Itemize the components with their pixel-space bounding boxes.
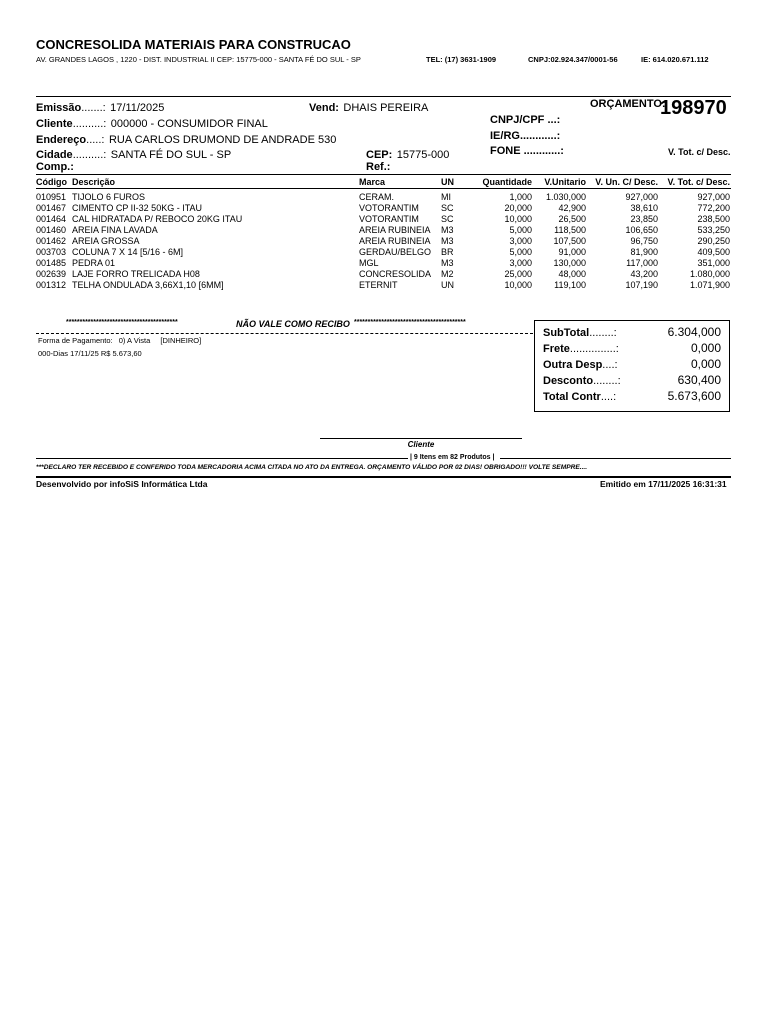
fone-label: FONE ............:: [490, 145, 564, 157]
total-row: [535, 389, 729, 403]
col-marca: Marca: [359, 177, 386, 187]
cell-vun-desc: 81,900: [630, 247, 658, 257]
cnpjcpf-label: CNPJ/CPF ...:: [490, 114, 561, 126]
cell-marca: CONCRESOLIDA: [359, 269, 432, 279]
cell-descricao: AREIA GROSSA: [72, 236, 140, 246]
endereco-value: RUA CARLOS DRUMOND DE ANDRADE 530: [108, 134, 337, 146]
itens-divider-right: [500, 458, 731, 459]
cell-vunitario: 119,100: [554, 280, 586, 290]
outra-desp-row: [535, 357, 729, 371]
cell-un: UN: [441, 280, 454, 290]
cell-vun-desc: 38,610: [630, 203, 658, 213]
cidade-dots: ..........:: [72, 149, 107, 161]
cep: CEP: 15775-000: [366, 149, 450, 161]
cell-quantidade: 3,000: [509, 236, 532, 246]
cell-un: M2: [441, 269, 454, 279]
cell-quantidade: 25,000: [504, 269, 532, 279]
col-vtot-desc: V. Tot. c/ Desc.: [667, 177, 730, 187]
cell-un: M3: [441, 258, 454, 268]
vtot-label: V. Tot. c/ Desc.: [668, 147, 731, 157]
emissao-label: Emissão: [36, 102, 82, 114]
vendedor: Vend: DHAIS PEREIRA: [309, 102, 429, 114]
emissao-value: 17/11/2025: [110, 102, 165, 114]
cell-descricao: TELHA ONDULADA 3,66X1,10 [6MM]: [72, 280, 224, 290]
footer-divider: [36, 476, 731, 478]
cell-vtot-desc: 290,250: [697, 236, 730, 246]
endereco-dots: .....:: [86, 134, 105, 146]
cell-vun-desc: 107,190: [625, 280, 658, 290]
cell-vtot-desc: 238,500: [697, 214, 730, 224]
ierg-label: IE/RG............:: [490, 130, 561, 142]
cell-vtot-desc: 1.071,900: [689, 280, 730, 290]
cell-descricao: TIJOLO 6 FUROS: [72, 192, 146, 202]
vend-label: Vend: [309, 102, 336, 114]
table-row: [0, 258, 768, 269]
cell-quantidade: 5,000: [509, 247, 532, 257]
col-vunitario: V.Unitario: [544, 177, 586, 187]
cell-marca: VOTORANTIM: [359, 203, 419, 213]
cell-vtot-desc: 533,250: [697, 225, 730, 235]
payment-divider: [36, 333, 533, 334]
cell-marca: GERDAU/BELGO: [359, 247, 432, 257]
header-divider: [36, 96, 731, 97]
cell-vunitario: 91,000: [558, 247, 586, 257]
table-row: [0, 280, 768, 291]
itens-divider-left: [36, 458, 408, 459]
table-row: [0, 214, 768, 225]
cell-vun-desc: 96,750: [630, 236, 658, 246]
forma-value: 0) A Vista: [118, 336, 151, 345]
cell-vun-desc: 43,200: [630, 269, 658, 279]
nao-vale-recibo: NÃO VALE COMO RECIBO: [236, 319, 350, 329]
table-row: [0, 247, 768, 258]
orcamento-label: ORÇAMENTO:: [590, 98, 666, 110]
table-top-divider: [36, 174, 731, 175]
cell-marca: ETERNIT: [359, 280, 398, 290]
subtotal-label: SubTotal........:: [543, 327, 617, 339]
col-quantidade: Quantidade: [482, 177, 532, 187]
outra-desp-value: 0,000: [690, 357, 721, 371]
cell-un: BR: [441, 247, 454, 257]
company-address: AV. GRANDES LAGOS , 1220 - DIST. INDUSTRIAL II CEP: 15775-000 - SANTA FÉ DO SUL - SP: [36, 55, 361, 64]
cell-marca: CERAM.: [359, 192, 395, 202]
frete-label: Frete...............:: [543, 343, 619, 355]
col-vun-desc: V. Un. C/ Desc.: [595, 177, 658, 187]
cell-vun-desc: 927,000: [625, 192, 658, 202]
cell-marca: AREIA RUBINEIA: [359, 236, 431, 246]
cep-value: 15775-000: [396, 149, 450, 161]
cell-codigo: 001462: [36, 236, 67, 246]
parcela: 000-Dias 17/11/25 R$ 5.673,60: [38, 349, 142, 358]
cell-quantidade: 20,000: [504, 203, 532, 213]
cell-marca: VOTORANTIM: [359, 214, 419, 224]
declaro-text: ***DECLARO TER RECEBIDO E CONFERIDO TODA MERCADORIA ACIMA CITADA NO ATO DA ENTREGA. ORÇAMENTO VÁLIDO POR 02 DIAS! OBRIGADO!!! VOLTE SEMPRE....: [36, 464, 588, 471]
total-label: Total Contr....:: [543, 391, 617, 403]
cell-vun-desc: 23,850: [630, 214, 658, 224]
desenvolvido-por: Desenvolvido por infoSiS Informática Ltda: [36, 479, 208, 489]
col-descricao: Descrição: [72, 177, 116, 187]
frete-value: 0,000: [690, 341, 721, 355]
cell-un: SC: [441, 214, 454, 224]
cell-descricao: PEDRA 01: [72, 258, 116, 268]
cell-vunitario: 118,500: [554, 225, 586, 235]
company-name: CONCRESOLIDA MATERIAIS PARA CONSTRUCAO: [36, 37, 351, 52]
cell-quantidade: 5,000: [509, 225, 532, 235]
cell-un: MI: [441, 192, 451, 202]
cell-descricao: LAJE FORRO TRELICADA H08: [72, 269, 200, 279]
desconto-value: 630,400: [677, 373, 721, 387]
cliente-value: 000000 - CONSUMIDOR FINAL: [110, 118, 268, 130]
cidade-label: Cidade: [36, 149, 73, 161]
table-row: [0, 203, 768, 214]
cell-vun-desc: 106,650: [625, 225, 658, 235]
cell-codigo: 001464: [36, 214, 67, 224]
cell-descricao: CIMENTO CP II-32 50KG - ITAU: [72, 203, 203, 213]
cell-vun-desc: 117,000: [626, 258, 658, 268]
table-row: [0, 236, 768, 247]
forma-label: Forma de Pagamento:: [38, 336, 113, 345]
ref-label: Ref.:: [366, 161, 391, 173]
cell-vunitario: 42,900: [558, 203, 586, 213]
cell-quantidade: 1,000: [509, 192, 532, 202]
cell-codigo: 001467: [36, 203, 67, 213]
total-value: 5.673,600: [667, 389, 721, 403]
cell-vunitario: 130,000: [553, 258, 586, 268]
cell-descricao: CAL HIDRATADA P/ REBOCO 20KG ITAU: [72, 214, 243, 224]
company-tel: TEL: (17) 3631-1909: [426, 55, 497, 64]
cell-codigo: 001312: [36, 280, 67, 290]
cell-vunitario: 107,500: [553, 236, 586, 246]
table-row: [0, 269, 768, 280]
col-codigo: Código: [36, 177, 67, 187]
company-cnpj: CNPJ:02.924.347/0001-56: [528, 55, 618, 64]
table-header-divider: [36, 188, 731, 189]
col-un: UN: [441, 177, 454, 187]
orcamento-number: 198970: [660, 97, 727, 119]
cep-label: CEP: [366, 149, 389, 161]
table-row: [0, 192, 768, 203]
cell-vtot-desc: 409,500: [697, 247, 730, 257]
cell-vunitario: 48,000: [558, 269, 586, 279]
subtotal-value: 6.304,000: [667, 325, 721, 339]
cell-vtot-desc: 351,000: [697, 258, 730, 268]
cell-quantidade: 3,000: [509, 258, 532, 268]
desconto-label: Desconto........:: [543, 375, 621, 387]
cell-codigo: 001460: [36, 225, 67, 235]
forma-pagamento: [38, 336, 201, 345]
stars-right: *****************************************: [354, 319, 466, 326]
itens-count: | 9 Itens em 82 Produtos |: [410, 454, 495, 461]
cell-descricao: COLUNA 7 X 14 [5/16 - 6M]: [72, 247, 184, 257]
cell-quantidade: 10,000: [504, 280, 532, 290]
cell-un: M3: [441, 225, 454, 235]
vend-value: DHAIS PEREIRA: [343, 102, 429, 114]
cell-codigo: 002639: [36, 269, 67, 279]
cell-quantidade: 10,000: [504, 214, 532, 224]
cell-descricao: AREIA FINA LAVADA: [72, 225, 158, 235]
cell-vtot-desc: 772,200: [697, 203, 730, 213]
forma-type: [DINHEIRO]: [160, 336, 202, 345]
desconto-row: [535, 373, 729, 387]
cell-vtot-desc: 927,000: [697, 192, 730, 202]
totals-box: [534, 320, 730, 412]
cliente-label: Cliente: [36, 118, 73, 130]
cliente-dots: ..........:: [72, 118, 107, 130]
comp-label: Comp.:: [36, 161, 74, 173]
signature-line: [320, 438, 522, 439]
cell-un: M3: [441, 236, 454, 246]
subtotal-row: [535, 325, 729, 339]
table-row: [0, 225, 768, 236]
cell-marca: MGL: [359, 258, 379, 268]
cell-codigo: 010951: [36, 192, 67, 202]
company-ie: IE: 614.020.671.112: [641, 55, 709, 64]
cell-vtot-desc: 1.080,000: [689, 269, 730, 279]
stars-left: *****************************************: [66, 319, 178, 326]
cidade-value: SANTA FÉ DO SUL - SP: [110, 149, 232, 161]
cell-vunitario: 26,500: [558, 214, 586, 224]
cell-vunitario: 1.030,000: [545, 192, 586, 202]
endereco-label: Endereço: [36, 134, 87, 146]
frete-row: [535, 341, 729, 355]
emissao-dots: .......:: [81, 102, 106, 114]
cell-marca: AREIA RUBINEIA: [359, 225, 431, 235]
outra-desp-label: Outra Desp....:: [543, 359, 618, 371]
cell-codigo: 003703: [36, 247, 67, 257]
cell-codigo: 001485: [36, 258, 67, 268]
emitido-em: Emitido em 17/11/2025 16:31:31: [600, 479, 727, 489]
cell-un: SC: [441, 203, 454, 213]
cliente-signature-label: Cliente: [407, 440, 435, 449]
